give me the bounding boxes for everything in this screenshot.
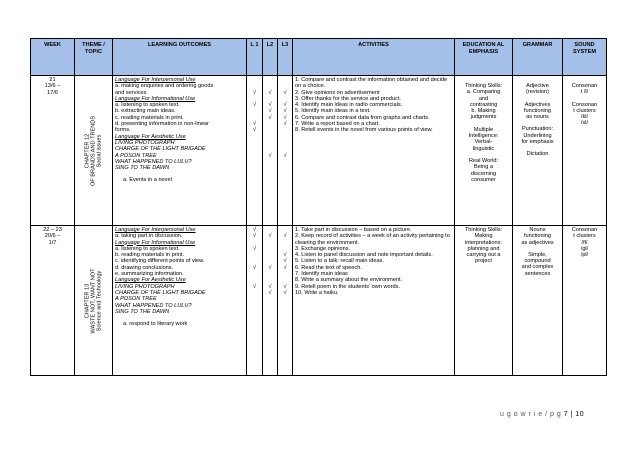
- check-mark: √: [283, 258, 287, 265]
- grammar-line: as adjectives: [521, 239, 554, 246]
- check-mark: √: [283, 89, 287, 96]
- week-line: 17/6: [47, 89, 58, 96]
- grammar-line: functioning: [523, 233, 552, 240]
- header-educational-emphasis: EDUCATION AL EMPHASIS: [455, 39, 513, 76]
- topic-cell: [75, 226, 113, 376]
- educational-emphasis-cell: [455, 226, 513, 376]
- activity-item: 7. Write a report based on a chart.: [295, 121, 380, 128]
- emphasis-line: Verbal-: [474, 139, 493, 146]
- sound-line: Consonan: [571, 83, 598, 89]
- check-mark: √: [252, 127, 257, 134]
- l3-check-cell: [278, 226, 293, 376]
- outcome-line: A POSON TREE: [115, 152, 157, 159]
- week-cell: [31, 76, 75, 226]
- emphasis-line: contrasting: [469, 101, 498, 108]
- grammar-line: for emphasis: [521, 139, 554, 146]
- outcome-line: SING TO THE DAWN: [115, 165, 170, 172]
- outcome-line: WHAT HAPPENED TO LULU?: [115, 158, 192, 165]
- l1-check-cell: [247, 76, 263, 226]
- check-mark: √: [283, 264, 287, 271]
- sound-line: Consonan: [571, 227, 598, 233]
- footer-text: u g o w r i e / p g: [500, 411, 564, 418]
- emphasis-line: carrying out a: [466, 252, 501, 259]
- outcome-line: a. making enquiries and ordering goods: [115, 83, 214, 90]
- header-activities: ACTIVITIES: [293, 39, 455, 76]
- topic-label: [84, 115, 103, 185]
- outcome-line: SING TO THE DAWN: [115, 308, 170, 315]
- check-mark: √: [252, 283, 257, 290]
- outcome-line: e. summarizing information.: [115, 271, 184, 278]
- check-mark: √: [268, 114, 272, 121]
- l3-check-cell: [278, 76, 293, 226]
- topic-cell: [75, 76, 113, 226]
- outcome-bullet: a. Events in a novel: [123, 177, 172, 184]
- check-mark: √: [283, 108, 287, 115]
- sound-line: /pl/: [580, 252, 589, 259]
- check-mark: √: [252, 102, 257, 109]
- check-mark: √: [268, 108, 272, 115]
- outcome-line: b. reading materials in print.: [115, 252, 185, 259]
- check-mark: √: [283, 114, 287, 121]
- activity-item: 6. Read the text of speech.: [295, 264, 362, 271]
- grammar-line: compound: [524, 258, 551, 265]
- activity-item: 3. Exchange opinions.: [295, 245, 351, 252]
- check-mark: [280, 309, 290, 315]
- learning-outcomes-cell: [113, 226, 247, 376]
- learning-outcomes-cell: [113, 76, 247, 226]
- topic-line: CHAPTER 12: [84, 133, 91, 168]
- l2-check-cell: [263, 226, 278, 376]
- emphasis-line: Thinking Skills:: [464, 227, 503, 233]
- sound-line: /fl/: [581, 239, 588, 246]
- check-mark: √: [252, 121, 257, 128]
- activity-item: 10. Write a haiku.: [295, 289, 339, 296]
- activity-item: 5. Listen to a talk: recall main ideas.: [295, 258, 384, 265]
- sound-line: t clusters: [573, 233, 596, 240]
- outcome-line: CHARGE OF THE LIGHT BRIGADE: [115, 289, 206, 296]
- check-mark: √: [252, 233, 257, 240]
- emphasis-line: Thinking Skills:: [464, 83, 503, 89]
- check-mark: √: [283, 289, 287, 296]
- topic-line: WASTE NOT, WANT NOT: [90, 267, 97, 334]
- topic-line: Science and Technology: [96, 270, 103, 331]
- l2-check-cell: [263, 76, 278, 226]
- week-line: 13/6 –: [44, 83, 61, 90]
- check-mark: √: [252, 264, 257, 271]
- check-mark: [265, 309, 275, 315]
- outcome-line: Language For Aesthetic Use: [115, 133, 186, 140]
- check-mark: √: [283, 121, 287, 128]
- sound-line: t /l/: [580, 89, 589, 96]
- grammar-line: functioning: [523, 107, 552, 114]
- check-mark: [280, 165, 290, 171]
- outcome-line: Language For Interpersonal Use: [115, 227, 196, 233]
- activity-item: 4. Identify main ideas in radio commercials.: [295, 102, 403, 109]
- outcome-line: LIVING PHOTOGRAPH: [115, 283, 175, 290]
- week-line: 21: [49, 77, 56, 83]
- activity-item: 2. Give opinions on advertisement: [295, 89, 380, 96]
- activity-item: 7. Identify main ideas: [295, 271, 348, 278]
- grammar-line: as nouns: [526, 114, 549, 121]
- sound-system-cell: [563, 76, 607, 226]
- topic-line: CHAPTER 13: [84, 283, 91, 318]
- check-mark: √: [268, 102, 272, 109]
- check-mark: √: [268, 264, 272, 271]
- outcome-line: forms.: [115, 127, 131, 134]
- activity-item: 1. Compare and contrast the information obtained and decide on a choice.: [295, 77, 448, 90]
- emphasis-line: project: [475, 258, 492, 265]
- outcome-line: Language For Informational Use: [115, 239, 196, 246]
- table-row: [31, 226, 607, 376]
- sound-line: Consonan: [571, 101, 598, 108]
- educational-emphasis-cell: [455, 76, 513, 226]
- week-line: 1/7: [48, 239, 57, 246]
- header-grammar: GRAMMAR: [513, 39, 563, 76]
- sound-line: /gl/: [580, 245, 589, 252]
- activities-cell: [293, 226, 455, 376]
- sound-line: /kl/: [580, 114, 589, 121]
- activities-cell: [293, 76, 455, 226]
- grammar-line: and complex: [521, 264, 554, 271]
- outcome-line: d. presenting information in non-linear: [115, 121, 209, 128]
- week-cell: [31, 226, 75, 376]
- header-l2: L2: [263, 39, 278, 76]
- check-mark: √: [283, 152, 287, 159]
- emphasis-line: and: [478, 95, 489, 102]
- emphasis-line: discerning: [470, 170, 497, 177]
- l1-check-cell: [247, 226, 263, 376]
- outcome-line: a. listening to spoken text.: [115, 245, 180, 252]
- check-mark: [249, 309, 260, 315]
- emphasis-line: linguistic: [472, 145, 495, 152]
- check-mark: √: [268, 152, 272, 159]
- outcome-bullet: a. respond to literary work: [123, 321, 188, 328]
- check-mark: √: [268, 283, 272, 290]
- check-mark: [249, 165, 260, 171]
- activity-item: 2. Keep record of activities – a week of an activity pertaining to cleaning the environment.: [295, 233, 450, 246]
- header-theme: THEME / TOPIC: [75, 39, 113, 76]
- outcome-line: WHAT HAPPENED TO LULU?: [115, 302, 192, 309]
- header-week: WEEK: [31, 39, 75, 76]
- grammar-line: sentences: [524, 270, 551, 277]
- check-mark: √: [268, 89, 272, 96]
- header-row: [31, 39, 607, 76]
- topic-line: Social issues: [96, 134, 103, 167]
- check-mark: √: [268, 233, 272, 240]
- outcome-line: LIVING PHOTOGRAPH: [115, 139, 175, 146]
- emphasis-line: Intelligence:: [468, 133, 499, 140]
- header-l1: L 1: [247, 39, 263, 76]
- activity-item: 8. Retell events in the novel from various points of view.: [295, 127, 433, 134]
- sound-line: /sl/: [580, 120, 589, 127]
- check-mark: √: [283, 233, 287, 240]
- topic-label: [84, 268, 103, 333]
- activity-item: 9. Retell poem in the students' own words.: [295, 283, 400, 290]
- outcome-line: Language For Interpersonal Use: [115, 77, 196, 83]
- outcome-line: a. taking part in discussion.: [115, 233, 183, 240]
- sound-system-cell: [563, 226, 607, 376]
- check-mark: √: [283, 102, 287, 109]
- header-learning-outcomes: LEARNING OUTCOMES: [113, 39, 247, 76]
- emphasis-line: b. Making: [471, 108, 496, 115]
- activity-item: 4. Listen to panel discussion and note important details.: [295, 252, 433, 259]
- grammar-cell: [513, 76, 563, 226]
- outcome-line: Language For Informational Use: [115, 95, 196, 102]
- check-mark: [265, 165, 275, 171]
- activity-item: 3. Offer thanks for the service and product.: [295, 95, 401, 102]
- emphasis-line: judgments: [470, 114, 497, 121]
- grammar-line: Adjective: [526, 83, 549, 89]
- outcome-line: d. drawing conclusions.: [115, 264, 174, 271]
- lesson-plan-table: [30, 38, 607, 376]
- activity-item: 1. Take part in discussion – based on a picture.: [295, 227, 412, 233]
- outcome-line: A POSON TREE: [115, 296, 157, 303]
- sound-line: t clusters: [573, 107, 596, 114]
- outcome-line: CHARGE OF THE LIGHT BRIGADE: [115, 146, 206, 153]
- emphasis-line: a. Comparing: [466, 89, 501, 96]
- outcome-line: b. extracting main ideas.: [115, 108, 176, 115]
- topic-line: OF BRANDS AND TRENDS: [90, 115, 97, 186]
- outcome-line: a. listening to spoken text.: [115, 102, 180, 109]
- check-mark: √: [283, 283, 287, 290]
- outcome-line: c. reading materials in print.: [115, 114, 184, 121]
- check-mark: √: [268, 289, 272, 296]
- emphasis-line: consumer: [471, 176, 496, 183]
- activity-item: 6. Compare and contrast data from graphs and charts.: [295, 114, 430, 121]
- week-line: 20/6 –: [44, 233, 61, 240]
- check-mark: √: [283, 252, 287, 259]
- activity-item: 5. Identify main ideas in a text.: [295, 108, 371, 115]
- grammar-line: Dictation: [526, 151, 549, 158]
- grammar-line: Simple,: [528, 251, 547, 258]
- check-mark: √: [252, 245, 257, 252]
- week-line: 22 – 23: [43, 227, 62, 233]
- outcome-line: and services: [115, 89, 147, 96]
- activity-item: 8. Write a summary about the environment.: [295, 277, 403, 284]
- emphasis-line: Making: [474, 233, 493, 240]
- grammar-line: Punctuation:: [521, 126, 554, 133]
- emphasis-line: Being a: [474, 164, 493, 171]
- grammar-cell: [513, 226, 563, 376]
- header-l3: L3: [278, 39, 293, 76]
- check-mark: √: [252, 89, 257, 96]
- page-number: 7 | 10: [563, 411, 585, 418]
- check-mark: √: [252, 227, 257, 233]
- table-row: [31, 76, 607, 226]
- page-footer: [500, 411, 584, 418]
- grammar-line: (revision): [525, 89, 549, 96]
- outcome-line: Language For Aesthetic Use: [115, 277, 186, 284]
- grammar-line: Nouns: [529, 227, 546, 233]
- grammar-line: Adjectives: [524, 101, 551, 108]
- emphasis-line: planning and: [467, 245, 500, 252]
- grammar-line: Underlining: [523, 132, 552, 139]
- emphasis-line: Real World:: [468, 157, 499, 164]
- emphasis-line: interpretations:: [464, 239, 502, 246]
- header-sound-system: SOUND SYSTEM: [563, 39, 607, 76]
- outcome-line: c. identifying different points of view.: [115, 258, 205, 265]
- emphasis-line: Multiple: [473, 126, 494, 133]
